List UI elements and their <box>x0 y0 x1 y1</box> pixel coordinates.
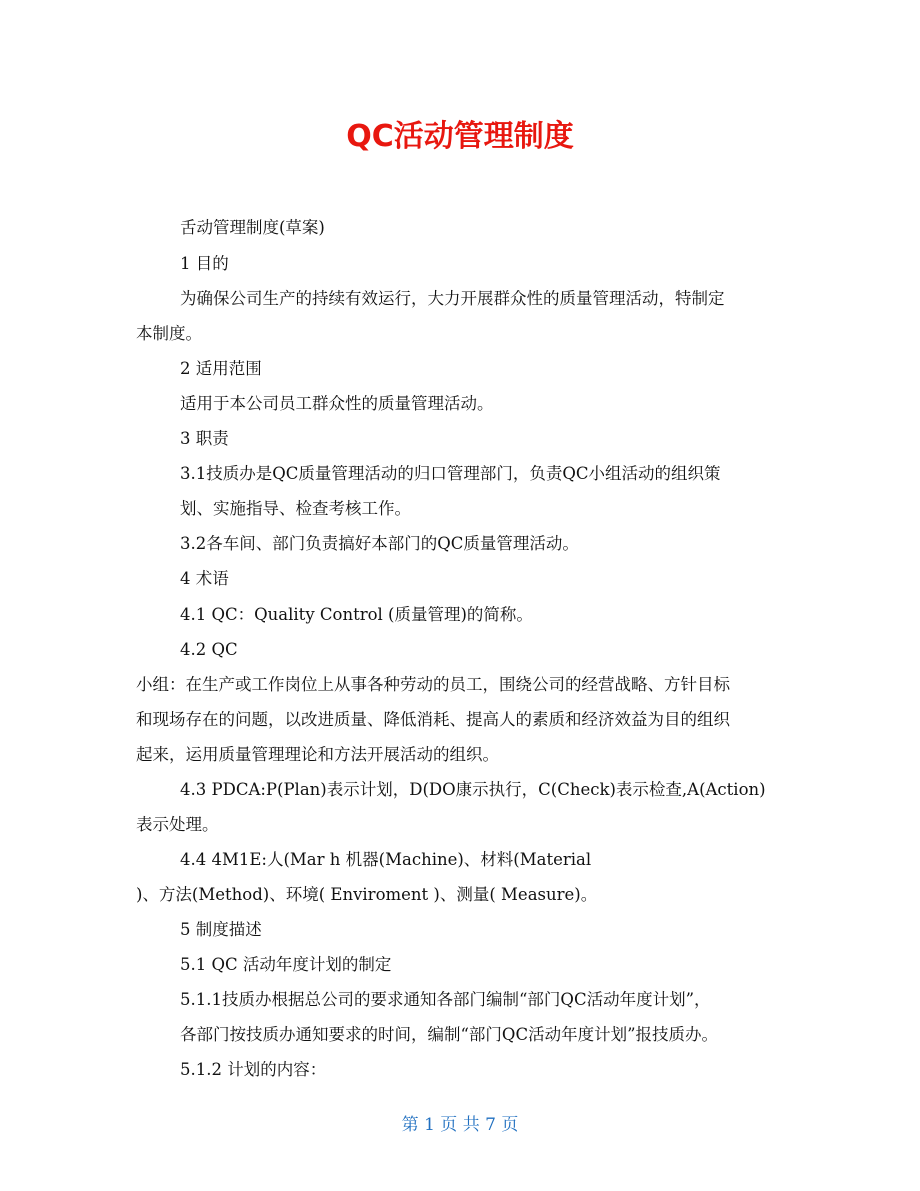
text-line: 4.4 4M1E:人(Mar h 机器(Machine)、材料(Material <box>180 850 592 869</box>
text-line: 舌动管理制度(草案) <box>180 218 325 237</box>
text-line: 划、实施指导、检查考核工作。 <box>180 499 411 518</box>
footer-total-pages: 7 <box>485 1115 496 1135</box>
text-line: 1 目的 <box>180 254 229 273</box>
text-line: 起来，运用质量管理理论和方法开展活动的组织。 <box>136 745 499 764</box>
text-line: 5.1 QC 活动年度计划的制定 <box>180 955 392 974</box>
document-title: QC活动管理制度 <box>346 119 574 154</box>
text-line: 3 职责 <box>180 429 229 448</box>
text-line: 各部门按技质办通知要求的时间，编制“部门QC活动年度计划”报技质办。 <box>180 1025 719 1044</box>
text-line: 3.2各车间、部门负责搞好本部门的QC质量管理活动。 <box>180 534 579 553</box>
text-line: 表示处理。 <box>136 815 219 834</box>
footer-suffix: 页 <box>501 1115 519 1135</box>
footer-prefix: 第 <box>401 1115 419 1135</box>
footer-middle: 页 共 <box>440 1115 480 1135</box>
text-line: 4.3 PDCA:P(Plan)表示计划，D(DO康示执行，C(Check)表示检查,A(Action) <box>180 780 766 799</box>
text-line: 小组：在生产或工作岗位上从事各种劳动的员工，围绕公司的经营战略、方针目标 <box>136 675 730 694</box>
text-line: 本制度。 <box>136 324 202 343</box>
text-line: 为确保公司生产的持续有效运行，大力开展群众性的质量管理活动，特制定 <box>180 289 725 308</box>
text-line: 4.1 QC：Quality Control (质量管理)的简称。 <box>180 605 533 624</box>
text-line: 4.2 QC <box>180 640 238 659</box>
text-line: 3.1技质办是QC质量管理活动的归口管理部门，负责QC小组活动的组织策 <box>180 464 721 483</box>
text-line: 5 制度描述 <box>180 920 262 939</box>
text-line: 和现场存在的问题，以改进质量、降低消耗、提高人的素质和经济效益为目的组织 <box>136 710 730 729</box>
text-line: 适用于本公司员工群众性的质量管理活动。 <box>180 394 494 413</box>
text-line: 2 适用范围 <box>180 359 262 378</box>
text-line: 5.1.1技质办根据总公司的要求通知各部门编制“部门QC活动年度计划”， <box>180 990 711 1009</box>
footer-page-number: 1 <box>424 1115 435 1135</box>
text-line: 5.1.2 计划的内容： <box>180 1060 327 1079</box>
text-line: )、方法(Method)、环境( Enviroment )、测量( Measure)。 <box>136 885 598 904</box>
page-footer <box>0 1112 920 1138</box>
text-line: 4 术语 <box>180 569 229 588</box>
